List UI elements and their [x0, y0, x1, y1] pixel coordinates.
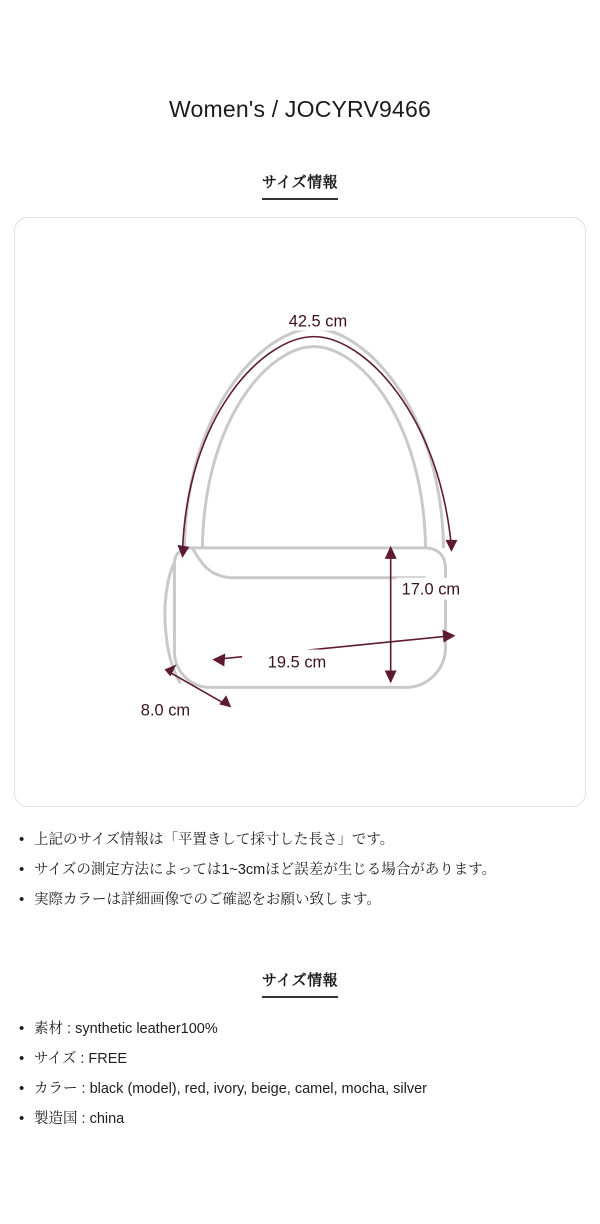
- product-size-page: [0, 96, 600, 1164]
- depth-label: 8.0 cm: [140, 701, 191, 720]
- strap-measure-arc: [182, 337, 451, 554]
- list-item: • 実際カラーは詳細画像でのご確認をお願い致します。: [14, 885, 586, 915]
- strap-length-label: 42.5 cm: [288, 312, 348, 331]
- list-item: • 上記のサイズ情報は「平置きして採寸した長さ」です。: [14, 825, 586, 855]
- spec-list: [14, 1014, 586, 1134]
- size-section-heading: サイズ情報: [262, 171, 338, 200]
- bag-strap-inner: [202, 347, 425, 548]
- strap-measure-arrow-right: [445, 540, 457, 552]
- width-label: 19.5 cm: [267, 653, 327, 672]
- size-diagram-card: [14, 217, 586, 807]
- bottom-spacer: [14, 1134, 586, 1164]
- list-item: • サイズの測定方法によっては1~3cmほど誤差が生じる場合があります。: [14, 855, 586, 885]
- bag-size-diagram: [15, 218, 585, 806]
- size-section-heading-wrap: [14, 171, 586, 200]
- width-arrow-right: [443, 630, 456, 643]
- list-item: • サイズ : FREE: [14, 1044, 586, 1074]
- page-title: Women's / JOCYRV9466: [169, 96, 431, 122]
- list-item: • カラー : black (model), red, ivory, beige, camel, mocha, silver: [14, 1074, 586, 1104]
- spec-section-heading-wrap: [14, 969, 586, 998]
- list-item: • 製造国 : china: [14, 1104, 586, 1134]
- spec-section-heading: サイズ情報: [262, 969, 338, 998]
- height-label: 17.0 cm: [401, 580, 461, 599]
- size-notes-list: [14, 825, 586, 915]
- list-item: • 素材 : synthetic leather100%: [14, 1014, 586, 1044]
